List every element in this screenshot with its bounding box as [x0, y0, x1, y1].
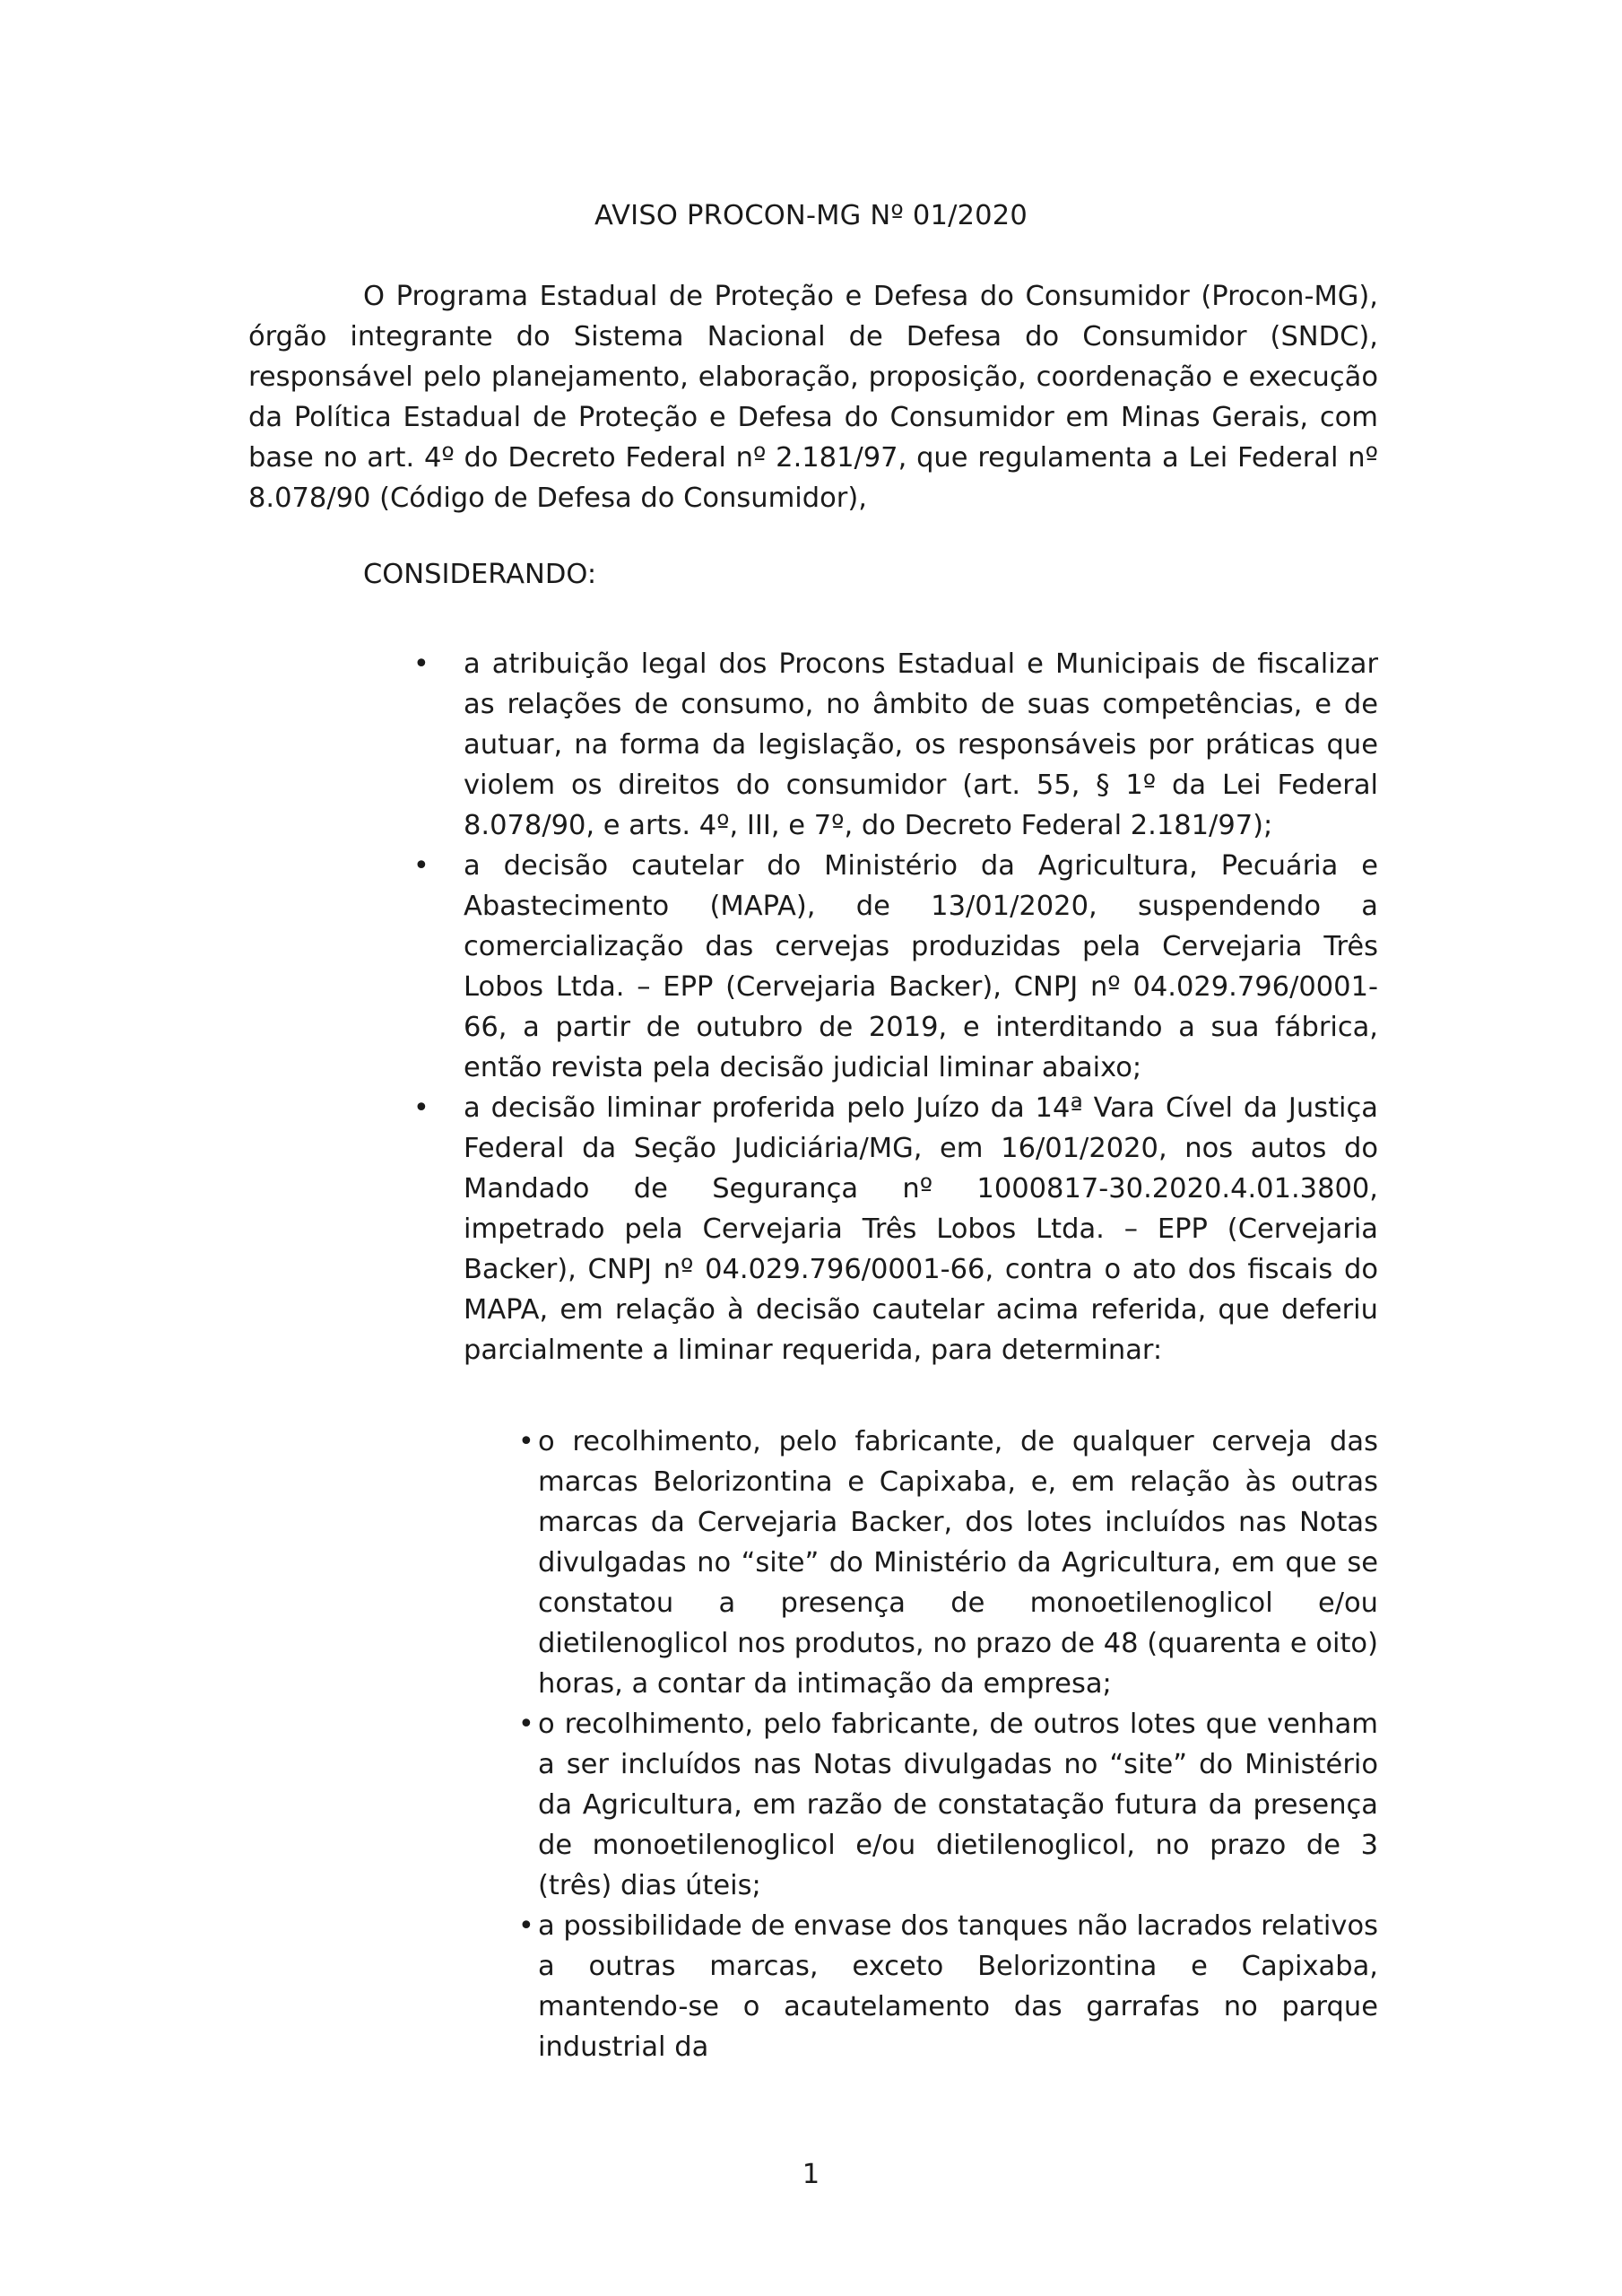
intro-paragraph: O Programa Estadual de Proteção e Defesa do Consumidor (Procon-MG), órgão integrante do Sistema Nacional de Defesa do Consumidor (SNDC), responsável pelo planejamento, elaboração, proposição, coordenação e execução da Política Estadual de Proteção e Defesa do Consumidor em Minas Gerais, com base no art. 4º do Decreto Federal nº 2.181/97, que regulamenta a Lei Federal nº 8.078/90 (Código de Defesa do Consumidor), [248, 281, 1378, 514]
sub-list-item-text: o recolhimento, pelo fabricante, de qualquer cerveja das marcas Belorizontina e Capixaba, e, em relação às outras marcas da Cervejaria Backer, dos lotes incluídos nas Notas divulgadas no “site” do Ministério da Agricultura, em que se constatou a presença de monoetilenoglicol e/ou dietilenoglicol nos produtos, no prazo de 48 (quarenta e oito) horas, a contar da intimação da empresa; [538, 1426, 1378, 1700]
page-number: 1 [802, 2159, 820, 2190]
list-item [413, 846, 1378, 1088]
bullet-icon: • [413, 850, 429, 882]
list-item [413, 1088, 1378, 1370]
sub-list-item [518, 1422, 1378, 1704]
sub-list-item [518, 1704, 1378, 1906]
sub-list-item-text: a possibilidade de envase dos tanques não lacrados relativos a outras marcas, exceto Belorizontina e Capixaba, mantendo-se o acautelamento das garrafas no parque industrial da [538, 1910, 1378, 2063]
list-item [413, 644, 1378, 846]
list-item-text: a decisão cautelar do Ministério da Agricultura, Pecuária e Abastecimento (MAPA), de 13/01/2020, suspendendo a comercialização das cervejas produzidas pela Cervejaria Três Lobos Ltda. – EPP (Cervejaria Backer), CNPJ nº 04.029.796/0001-66, a partir de outubro de 2019, e interditando a sua fábrica, então revista pela decisão judicial liminar abaixo; [464, 850, 1378, 1083]
list-item-text: a atribuição legal dos Procons Estadual e Municipais de fiscalizar as relações de consumo, no âmbito de suas competências, e de autuar, na forma da legislação, os responsáveis por práticas que violem os direitos do consumidor (art. 55, § 1º da Lei Federal 8.078/90, e arts. 4º, III, e 7º, do Decreto Federal 2.181/97); [464, 648, 1378, 841]
bullet-icon: • [518, 1910, 534, 1942]
bullet-icon: • [413, 1092, 429, 1124]
determinations-list [518, 1422, 1378, 2067]
considerando-heading: CONSIDERANDO: [363, 559, 597, 590]
considerando-list [413, 644, 1378, 1370]
sub-list-item-text: o recolhimento, pelo fabricante, de outros lotes que venham a ser incluídos nas Notas divulgadas no “site” do Ministério da Agricultura, em razão de constatação futura da presença de monoetilenoglicol e/ou dietilenoglicol, no prazo de 3 (três) dias úteis; [538, 1709, 1378, 1901]
bullet-icon: • [518, 1709, 534, 1740]
bullet-icon: • [413, 648, 429, 680]
sub-list-item [518, 1906, 1378, 2067]
list-item-text: a decisão liminar proferida pelo Juízo da 14ª Vara Cível da Justiça Federal da Seção Judiciária/MG, em 16/01/2020, nos autos do Mandado de Segurança nº 1000817-30.2020.4.01.3800, impetrado pela Cervejaria Três Lobos Ltda. – EPP (Cervejaria Backer), CNPJ nº 04.029.796/0001-66, contra o ato dos fiscais do MAPA, em relação à decisão cautelar acima referida, que deferiu parcialmente a liminar requerida, para determinar: [464, 1092, 1378, 1366]
bullet-icon: • [518, 1426, 534, 1457]
document-title: AVISO PROCON-MG Nº 01/2020 [594, 200, 1028, 231]
